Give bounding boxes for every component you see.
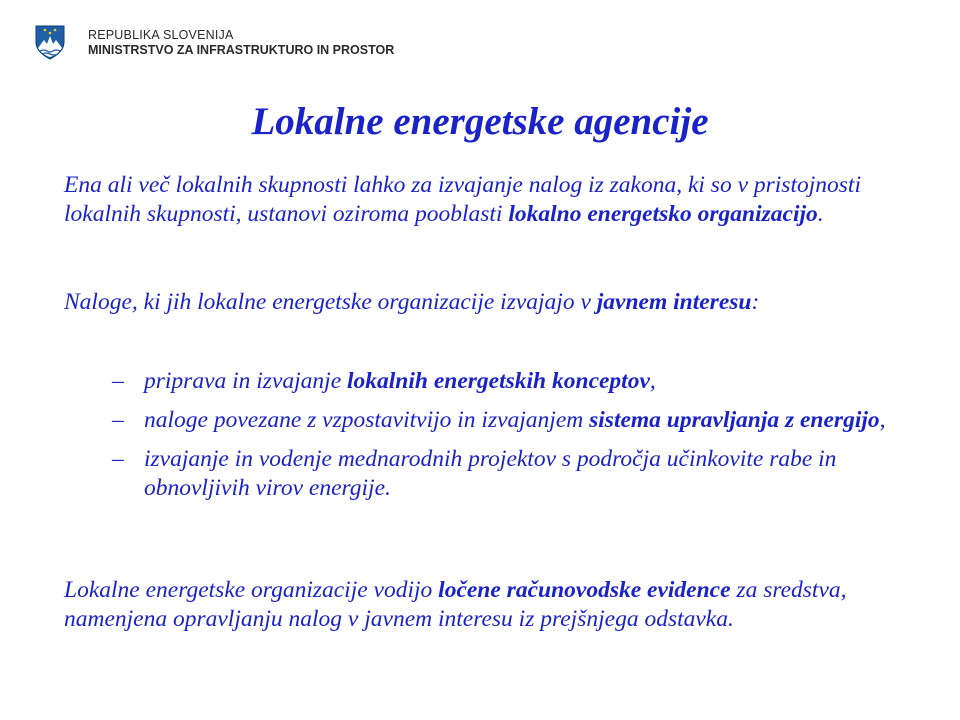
paragraph-text: Ena ali več lokalnih skupnosti lahko za izvajanje nalog iz zakona, ki so v pristojnosti lokalnih skupnosti, ustanovi oziroma pooblasti (64, 172, 861, 227)
bullet-dash: – (112, 368, 124, 394)
paragraph-accounting (64, 576, 914, 634)
bullet-dash: – (112, 446, 124, 472)
list-item-text: naloge povezane z vzpostavitvijo in izvajanjem (144, 407, 590, 433)
list-item-text: izvajanje in vodenje mednarodnih projektov s področja učinkovite rabe in obnovljivih virov energije. (144, 446, 837, 501)
republic-name: REPUBLIKA SLOVENIJA (88, 28, 234, 42)
ministry-header-text (88, 28, 394, 58)
paragraph-text: Lokalne energetske organizacije vodijo (64, 577, 439, 603)
list-item-text: , (879, 407, 886, 433)
emphasis-text: javnem interesu (596, 289, 752, 315)
paragraph-intro (64, 171, 914, 229)
list-item (112, 406, 912, 435)
list-item-text: , (649, 368, 656, 394)
paragraph-text: Naloge, ki jih lokalne energetske organizacije izvajajo v (64, 289, 597, 315)
slovenia-coat-of-arms-icon (34, 24, 66, 60)
list-item (112, 445, 912, 503)
paragraph-text: za sredstva, namenjena opravljanju nalog v javnem interesu iz prejšnjega odstavka. (64, 577, 847, 632)
slide-title: Lokalne energetske agencije (251, 100, 709, 143)
emphasis-text: ločene računovodske evidence (438, 577, 731, 603)
bullet-dash: – (112, 407, 124, 433)
list-item-text: priprava in izvajanje (144, 368, 347, 394)
paragraph-tasks (64, 288, 914, 317)
emphasis-text: lokalnih energetskih konceptov (347, 368, 650, 394)
task-list (112, 367, 912, 503)
ministry-name: MINISTRSTVO ZA INFRASTRUKTURO IN PROSTOR (88, 43, 395, 57)
paragraph-text: : (751, 289, 760, 315)
paragraph-text: . (817, 201, 824, 227)
emphasis-text: sistema upravljanja z energijo (589, 407, 880, 433)
list-item (112, 367, 912, 396)
emphasis-text: lokalno energetsko organizacijo (508, 201, 818, 227)
